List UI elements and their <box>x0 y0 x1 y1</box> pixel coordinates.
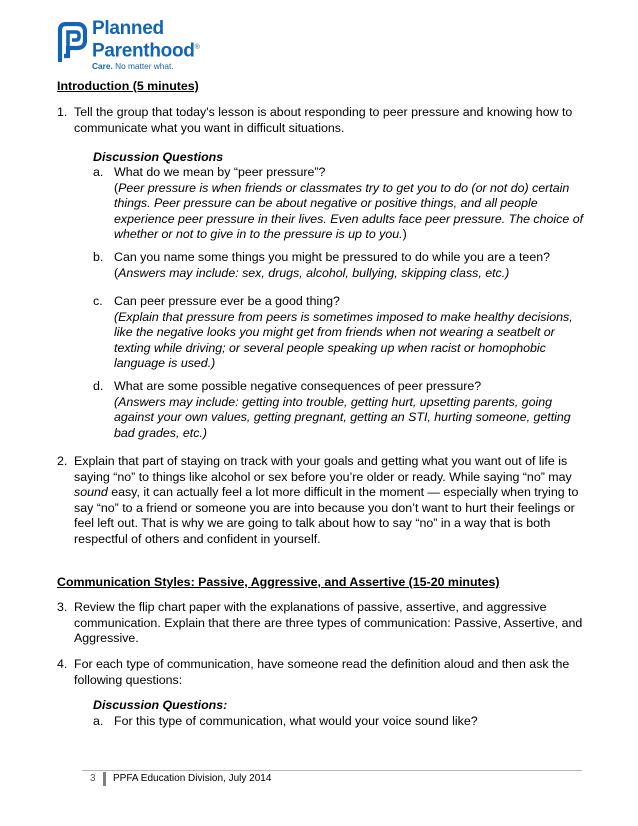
list-item-text: Tell the group that today's lesson is about responding to peer pressure and knowing how to communicate what you want in difficult situations. <box>74 105 573 135</box>
question-d: d. What are some possible negative consequences of peer pressure? (Answers may include: getting into trouble, getting hurt, upsetting parents, going against your own values, getting pregnant, getting an STI, hurting someone, getting bad grades, etc.) <box>93 379 587 441</box>
question-text: For this type of communication, what would your voice sound like? <box>114 714 478 728</box>
question-text: What do we mean by “peer pressure”? <box>114 165 326 179</box>
list-item-2 <box>57 454 587 548</box>
logo-line1: Planned <box>92 18 164 39</box>
list-number: 2. <box>57 454 68 468</box>
question-b: b. Can you name some things you might be pressured to do while you are a teen? (Answers may include: sex, drugs, alcohol, bullying, skipping class, etc.) <box>93 250 587 281</box>
question-a: a. What do we mean by “peer pressure”? (Peer pressure is when friends or classmates try to get you to do (or not do) certain things. Peer pressure can be about negative or positive things, and all people experience peer pressure in their lives. Even adults face peer pressure. The choice of whether or not to give in to the pressure is up to you.) <box>93 165 587 243</box>
list-item-3 <box>57 600 587 647</box>
list-item-text: Review the flip chart paper with the explanations of passive, assertive, and aggressive communication. Explain that there are three types of communication: Passive, Assertive, and Aggressive. <box>74 600 583 646</box>
section-heading-introduction: Introduction (5 minutes) <box>57 79 199 93</box>
answer-text: (Peer pressure is when friends or classmates try to get you to do (or not do) certain things. Peer pressure can be about negative or positive things, and all people experience peer pressure in their lives. Even adults face peer pressure. The choice of whether or not to give in to the pressure is up to you.) <box>114 180 584 242</box>
question-c: c. Can peer pressure ever be a good thing? (Explain that pressure from peers is sometimes imposed to make healthy decisions, like the negative looks you might get from friends when not wearing a seatbelt or texting while driving; or several people speaking up when racist or homophobic language is used.) <box>93 294 587 372</box>
list-item-4 <box>57 657 587 688</box>
question-text: Can you name some things you might be pressured to do while you are a teen? <box>114 250 550 264</box>
answer-text: (Answers may include: sex, drugs, alcohol, bullying, skipping class, etc.) <box>114 265 510 280</box>
list-number: 1. <box>57 105 68 119</box>
list-item-text: Explain that part of staying on track with your goals and getting what you want out of life is saying “no” to things like alcohol or sex before you’re older or ready. While saying “no” may sound easy, it can actually feel a lot more difficult in the moment — especially when trying to say “no” to a friend or someone you are into because you don’t want to hurt their feelings or feel left out. That is why we are going to talk about how to say “no” in a way that is both respectful of others and confident in yourself. <box>74 454 579 546</box>
page-footer <box>82 770 582 787</box>
page-number: 3 <box>90 773 96 784</box>
section-heading-communication-styles: Communication Styles: Passive, Aggressive, and Assertive (15-20 minutes) <box>57 575 500 589</box>
list-number: 4. <box>57 657 68 671</box>
list-item-text: For each type of communication, have someone read the definition aloud and then ask the following questions: <box>74 657 570 687</box>
discussion-questions-label: Discussion Questions: <box>93 698 228 712</box>
footer-divider <box>103 772 106 786</box>
question-text: Can peer pressure ever be a good thing? <box>114 294 340 308</box>
list-item-1 <box>57 105 587 136</box>
answer-text: (Explain that pressure from peers is sometimes imposed to make healthy decisions, like the negative looks you might get from friends when not wearing a seatbelt or texting while driving; or several people speaking up when racist or homophobic language is used.) <box>114 309 573 371</box>
logo-wordmark <box>92 19 199 60</box>
footer-text: PPFA Education Division, July 2014 <box>113 773 272 784</box>
question-a: a. For this type of communication, what would your voice sound like? <box>93 714 587 730</box>
discussion-questions-label: Discussion Questions <box>93 150 224 164</box>
question-text: What are some possible negative consequences of peer pressure? <box>114 379 482 393</box>
planned-parenthood-p-icon <box>57 22 87 62</box>
logo-registered: ® <box>194 44 200 51</box>
logo-line2: Parenthood <box>92 40 195 62</box>
answer-text: (Answers may include: getting into trouble, getting hurt, upsetting parents, going against your own values, getting pregnant, getting an STI, hurting someone, getting bad grades, etc.) <box>114 394 571 440</box>
list-number: 3. <box>57 600 68 614</box>
logo-tagline: Care. No matter what. <box>92 61 174 71</box>
